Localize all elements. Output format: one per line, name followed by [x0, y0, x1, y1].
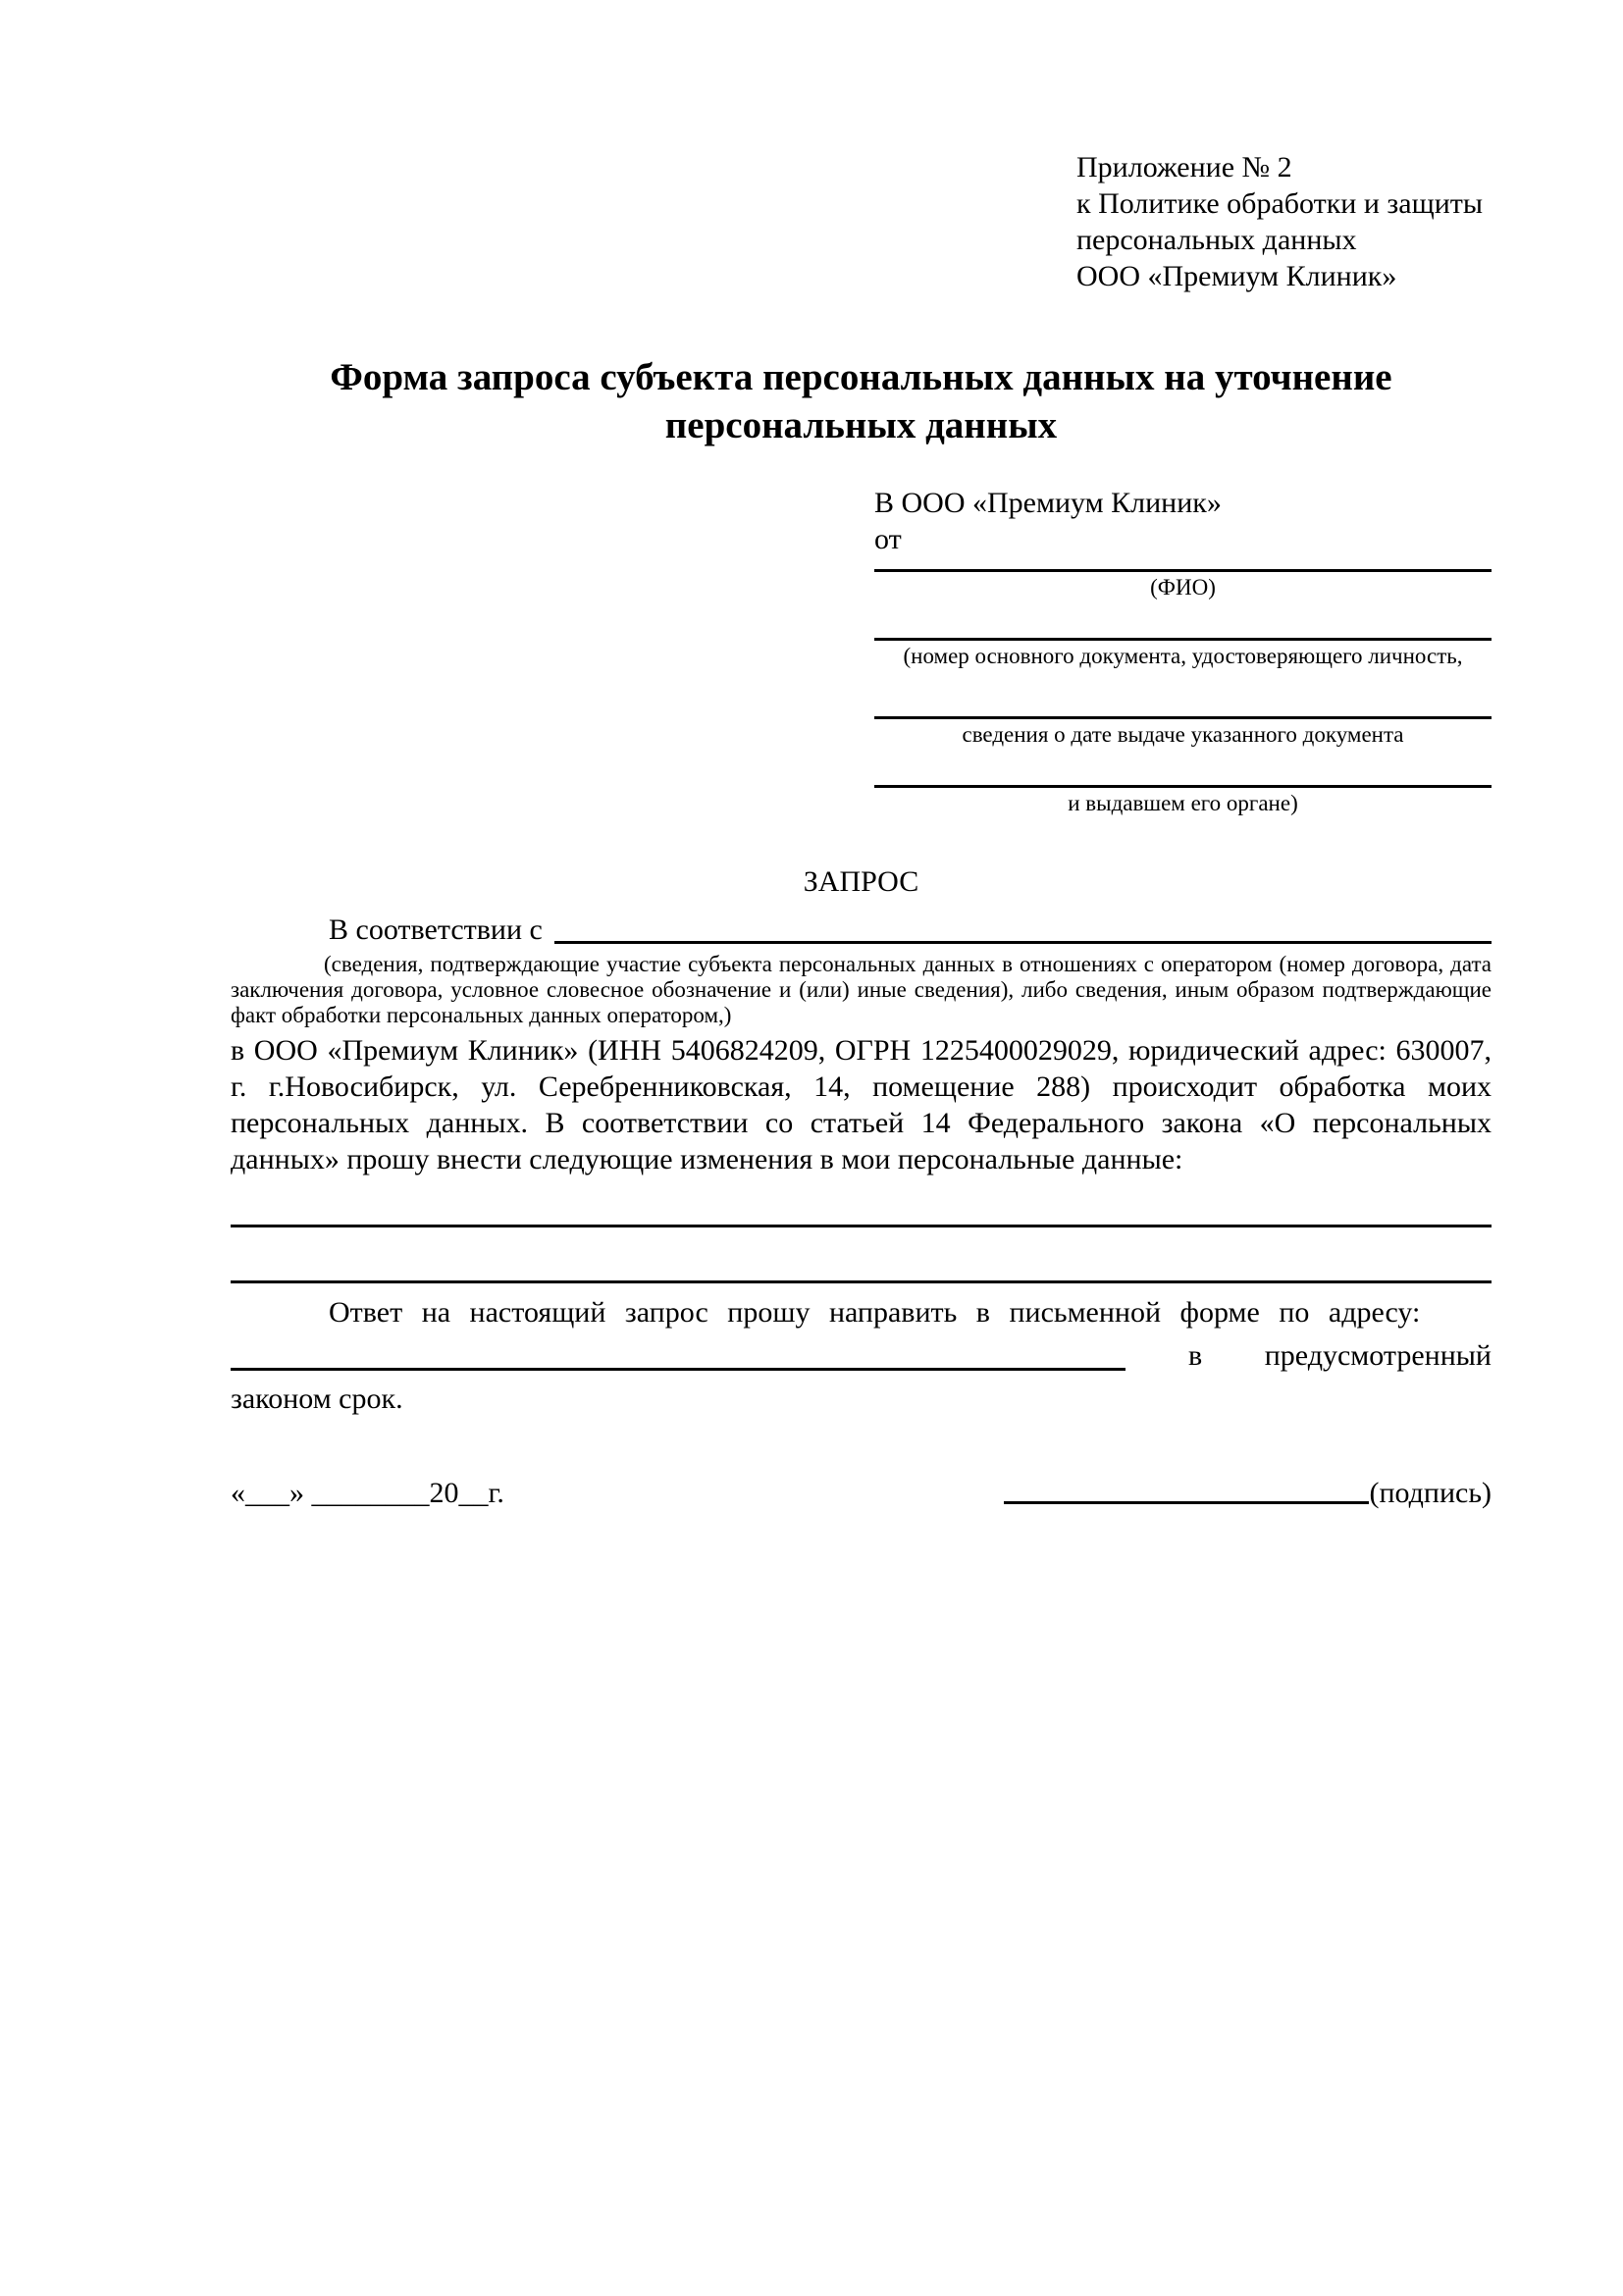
request-body-paragraph: в ООО «Премиум Клиник» (ИНН 5406824209, ОГРН 1225400029029, юридический адрес: 630007, г. г.Новосибирск, ул. Серебренниковская, 14, помещение 288) происходит обработка моих персональных данных. В соответствии со статьей 14 Федерального закона «О персональных данных» прошу внести следующие изменения в мои персональные данные: [231, 1034, 1492, 1175]
changes-blank-line [231, 1227, 1492, 1283]
issuing-authority-blank-line [874, 748, 1492, 788]
reply-word-v: в [1187, 1339, 1203, 1372]
appendix-header-line: к Политике обработки и защиты [1076, 187, 1484, 220]
appendix-header [1076, 149, 1492, 294]
document-number-field-label: (номер основного документа, удостоверяющего личность, [903, 644, 1463, 668]
reply-address-row [231, 1334, 1492, 1378]
fio-blank-line [874, 557, 1492, 572]
reply-address-blank-line [231, 1338, 1126, 1371]
fio-field-label: (ФИО) [1150, 575, 1216, 600]
signature-label: (подпись) [1369, 1477, 1492, 1509]
request-heading: ЗАПРОС [803, 865, 919, 898]
signature-blank-line [1004, 1472, 1369, 1504]
reply-term-line: законом срок. [231, 1383, 403, 1415]
reply-word-predusmotrennyj: предусмотренный [1264, 1339, 1492, 1372]
operator-relation-note: (сведения, подтверждающие участие субъекта персональных данных в отношениях с оператором (номер договора, дата заключения договора, условное словесное обозначение и (или) иные сведения), либо сведения, иным образом подтверждающие факт обработки персональных данных оператором,) [231, 952, 1492, 1027]
addressee-from-label: от [874, 523, 902, 555]
date-blank-line: «___» ________20__г. [231, 1477, 504, 1509]
reply-instruction-line: Ответ на настоящий запрос прошу направить в письменной форме по адресу: [329, 1296, 1421, 1329]
date-signature-row [231, 1472, 1492, 1511]
intro-row [231, 912, 1492, 948]
appendix-header-line: персональных данных [1076, 224, 1357, 256]
appendix-header-line: ООО «Премиум Клиник» [1076, 260, 1397, 292]
intro-blank-line [554, 921, 1492, 944]
issuing-authority-field-label: и выдавшем его органе) [1068, 791, 1298, 815]
document-title: Форма запроса субъекта персональных данных на уточнение персональных данных [330, 356, 1392, 446]
issue-date-blank-line [874, 669, 1492, 719]
addressee-block [874, 485, 1492, 816]
changes-blank-line [231, 1177, 1492, 1227]
addressee-to: В ООО «Премиум Клиник» [874, 487, 1222, 519]
issue-date-field-label: сведения о дате выдаче указанного документа [962, 722, 1404, 747]
document-number-blank-line [874, 600, 1492, 641]
signature-group [1004, 1472, 1492, 1511]
appendix-header-line: Приложение № 2 [1076, 151, 1292, 183]
intro-prefix: В соответствии с [329, 913, 543, 946]
